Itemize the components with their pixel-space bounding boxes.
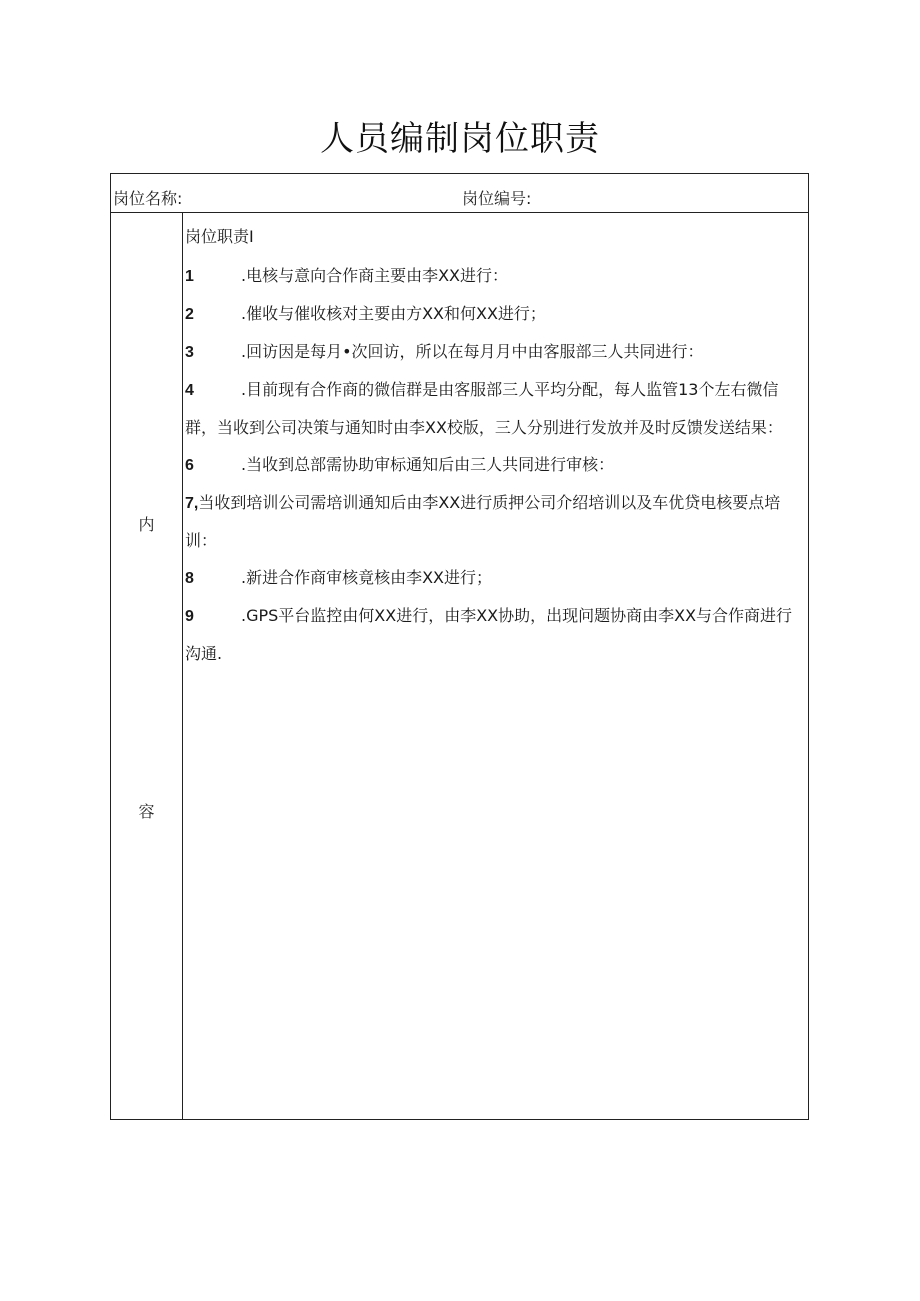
content-heading: 岗位职责I (185, 227, 254, 246)
item-number: 2 (185, 306, 194, 323)
item-text: .当收到总部需协助审标通知后由三人共同进行审核： (241, 455, 615, 474)
item-text: .催收与催收核对主要由方XX和何XX进行； (241, 304, 546, 323)
position-code-label: 岗位编号: (462, 189, 532, 208)
item-number: 1 (185, 268, 194, 285)
item-text: .新进合作商审核竟核由李XX进行； (241, 568, 493, 587)
item-text: .GPS平台监控由何XX进行，由李XX协助，出现问题协商由李XX与合作商进行沟通. (185, 606, 793, 663)
page-title: 人员编制岗位职责 (320, 119, 600, 159)
duty-item-9 (185, 597, 807, 672)
duty-item-3 (185, 333, 807, 371)
item-number: 6 (185, 457, 194, 474)
item-number: 4 (185, 382, 194, 399)
item-text: .回访因是每月•次回访，所以在每月月中由客服部三人共同进行： (241, 342, 704, 361)
item-text: .目前现有合作商的微信群是由客服部三人平均分配，每人监管13个左右微信群，当收到公司决策与通知时由李XX校版，三人分别进行发放并及时反馈发送结果： (185, 380, 783, 437)
side-label-top: 内 (138, 515, 155, 534)
duty-item-7 (185, 484, 807, 559)
item-number: 9 (185, 608, 194, 625)
duty-item-1 (185, 257, 807, 295)
item-number: 7, (185, 495, 199, 512)
item-number: 3 (185, 344, 194, 361)
side-label-bottom: 容 (138, 802, 155, 821)
duty-item-6 (185, 446, 807, 484)
duty-table (110, 173, 809, 1120)
table-header-row (111, 174, 808, 213)
item-number: 8 (185, 570, 194, 587)
item-text: 当收到培训公司需培训通知后由李XX进行质押公司介绍培训以及车优贷电核要点培训： (185, 493, 781, 550)
item-text: .电核与意向合作商主要由李XX进行： (241, 266, 509, 285)
duty-item-2 (185, 295, 807, 333)
position-name-label: 岗位名称: (113, 189, 183, 208)
content-area (185, 223, 807, 672)
duty-item-4 (185, 371, 807, 446)
side-label-column (111, 212, 183, 1119)
duty-item-8 (185, 559, 807, 597)
